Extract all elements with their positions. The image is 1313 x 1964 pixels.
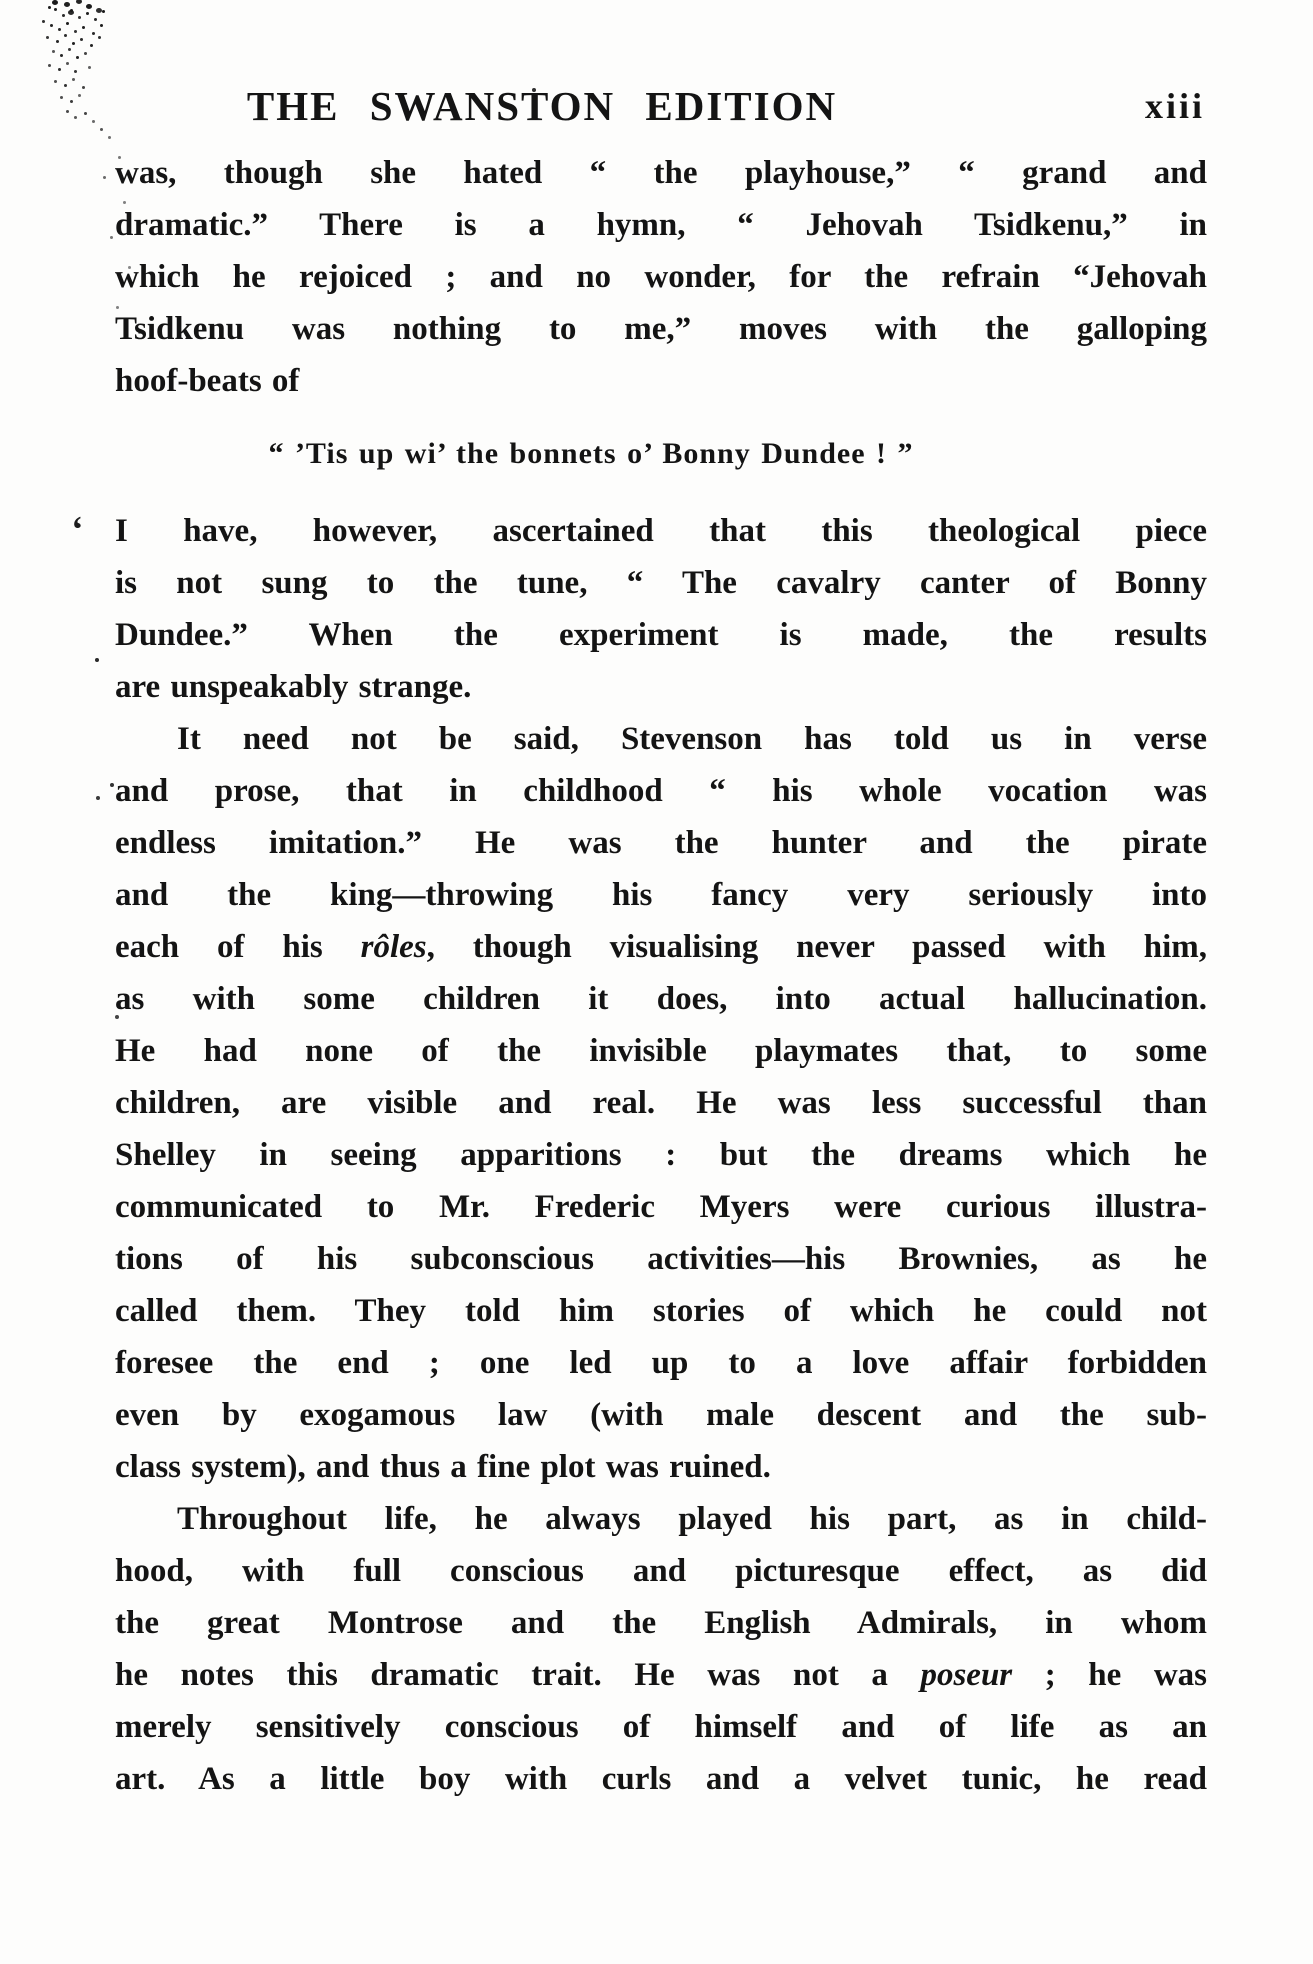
scan-noise-blob <box>52 0 58 5</box>
running-title: THE SWANSTON EDITION <box>246 83 838 129</box>
text-line: which he rejoiced ; and no wonder, for the refrain “Jehovah <box>115 259 1207 295</box>
text-line: and prose, that in childhood “ his whole vocation was <box>115 773 1207 809</box>
text-segment-italic: rôles <box>360 929 427 965</box>
text-line: Throughout life, he always played his part, as in child- <box>177 1501 1207 1537</box>
verse-line: “ ’Tis up wi’ the bonnets o’ Bonny Dundee ! ” <box>268 437 914 470</box>
text-line: class system), and thus a fine plot was ruined. <box>115 1449 771 1485</box>
text-line: It need not be said, Stevenson has told us in verse <box>177 721 1207 757</box>
text-line: foresee the end ; one led up to a love affair forbidden <box>115 1345 1207 1381</box>
text-line: communicated to Mr. Frederic Myers were curious illustra- <box>115 1189 1207 1225</box>
page-number: xiii <box>1144 86 1205 126</box>
text-segment: he notes this dramatic trait. He was not a <box>115 1657 921 1693</box>
scan-noise-speckles <box>48 6 51 9</box>
text-line: I have, however, ascertained that this theological piece <box>115 513 1207 549</box>
text-line: hood, with full conscious and picturesque effect, as did <box>115 1553 1207 1589</box>
text-line <box>115 1649 1207 1701</box>
margin-ink-mark: ‘ <box>69 508 87 550</box>
body-text <box>115 147 1207 1805</box>
scan-noise-dots <box>95 658 99 662</box>
text-line: called them. They told him stories of which he could not <box>115 1293 1207 1329</box>
text-line: and the king—throwing his fancy very seriously into <box>115 877 1207 913</box>
text-line: dramatic.” There is a hymn, “ Jehovah Tsidkenu,” in <box>115 207 1207 243</box>
text-line: children, are visible and real. He was less successful than <box>115 1085 1207 1121</box>
text-line: Tsidkenu was nothing to me,” moves with the galloping <box>115 311 1207 347</box>
text-line: the great Montrose and the English Admirals, in whom <box>115 1605 1207 1641</box>
text-segment: , though visualising never passed with him, <box>426 929 1208 965</box>
text-line: are unspeakably strange. <box>115 669 472 705</box>
text-line: endless imitation.” He was the hunter and the pirate <box>115 825 1207 861</box>
text-line: Dundee.” When the experiment is made, the results <box>115 617 1207 653</box>
text-line <box>115 921 1207 973</box>
text-line: was, though she hated “ the playhouse,” “ grand and <box>115 155 1207 191</box>
text-line: Shelley in seeing apparitions : but the dreams which he <box>115 1137 1207 1173</box>
text-line: art. As a little boy with curls and a velvet tunic, he read <box>115 1761 1207 1797</box>
page-header <box>115 82 1207 138</box>
text-line: hoof-beats of <box>115 363 300 399</box>
text-segment: ; he was <box>1012 1657 1207 1693</box>
text-segment-italic: poseur <box>920 1657 1013 1693</box>
text-line: He had none of the invisible playmates that, to some <box>115 1033 1207 1069</box>
text-line: as with some children it does, into actual hallucination. <box>115 981 1207 1017</box>
text-line: even by exogamous law (with male descent and the sub- <box>115 1397 1207 1433</box>
text-line: is not sung to the tune, “ The cavalry canter of Bonny <box>115 565 1207 601</box>
text-segment: each of his <box>115 929 361 965</box>
text-line: tions of his subconscious activities—his Brownies, as he <box>115 1241 1207 1277</box>
text-line: merely sensitively conscious of himself and of life as an <box>115 1709 1207 1745</box>
